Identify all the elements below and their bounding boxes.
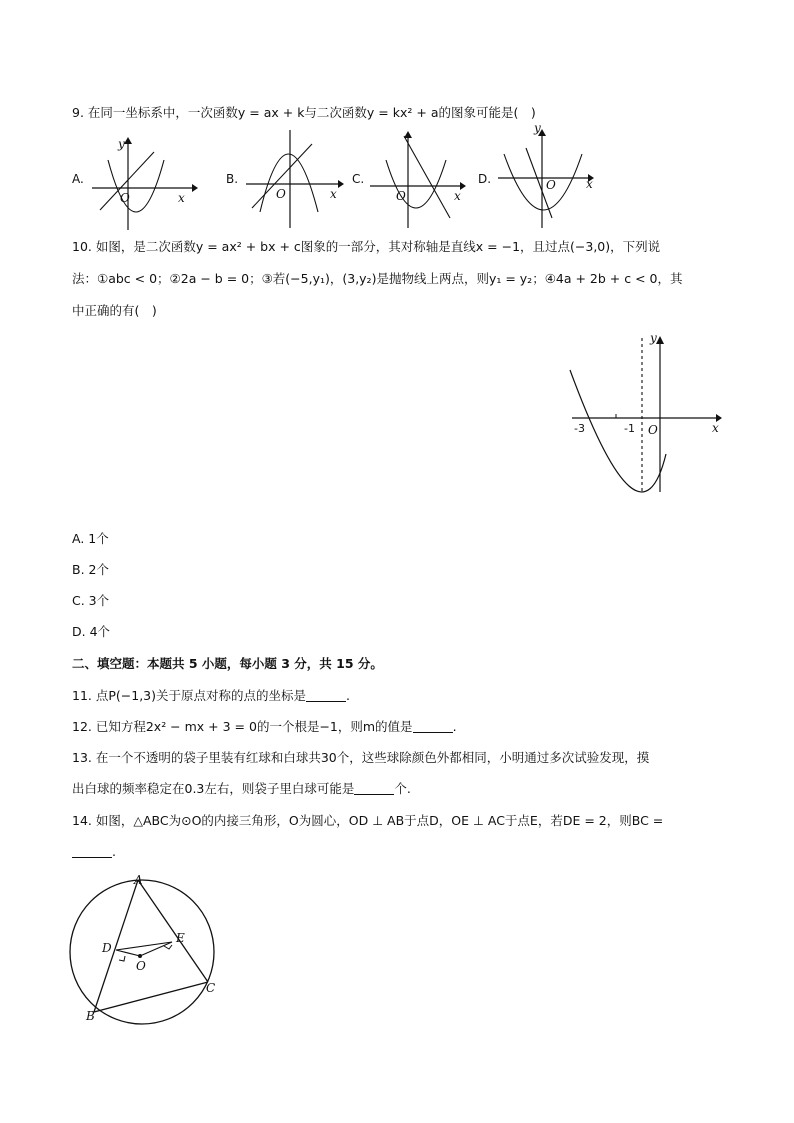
q13-end: 个. (394, 781, 411, 796)
q10-choice-c: C. 3个 (72, 593, 110, 608)
q10-stem-line3: 中正确的有( ) (72, 303, 157, 318)
q9-a-y-label: y (118, 137, 125, 151)
q13-text: 出白球的频率稳定在0.3左右，则袋子里白球可能是 (72, 781, 355, 796)
q11-answer-blank (306, 689, 346, 702)
q14-label-c: C (206, 981, 216, 995)
q9-a-x-label: x (178, 191, 185, 205)
q12-answer-blank (413, 720, 453, 733)
q9-b-origin-label: O (276, 187, 286, 201)
q10-stem-line1: 10. 如图，是二次函数y = ax² + bx + c图象的一部分，其对称轴是直线x = −1，且过点(−3,0)，下列说 (72, 239, 661, 254)
q9-d-origin-label: O (546, 178, 556, 192)
q14-label-d: D (102, 941, 112, 955)
q10-tick-minus1: -1 (624, 422, 635, 435)
q9-d-y-label: y (534, 121, 541, 135)
q14-label-e: E (176, 931, 185, 945)
q13-line2 (72, 780, 411, 798)
q14-circle-figure (66, 870, 226, 1030)
q9-c-x-label: x (454, 189, 461, 203)
q14-label-a: A (134, 873, 143, 887)
q9-stem: 9. 在同一坐标系中，一次函数y = ax + k与二次函数y = kx² + a的图象可能是( ) (72, 105, 536, 120)
q9-c-origin-label: O (396, 189, 406, 203)
q12 (72, 718, 457, 736)
q11 (72, 687, 350, 705)
q12-text: 12. 已知方程2x² − mx + 3 = 0的一个根是−1，则m的值是 (72, 719, 413, 734)
q9-option-c-label: C. (352, 172, 365, 186)
q14-line1: 14. 如图，△ABC为⊙O的内接三角形，O为圆心，OD ⊥ AB于点D，OE ⊥ AC于点E，若DE = 2，则BC = (72, 813, 664, 828)
q9-option-b-graph (244, 126, 354, 230)
q10-y-label: y (650, 331, 657, 345)
q9-a-origin-label: O (120, 191, 130, 205)
q11-text: 11. 点P(−1,3)关于原点对称的点的坐标是 (72, 688, 306, 703)
q10-choice-d: D. 4个 (72, 624, 111, 639)
q9-option-a-label: A. (72, 172, 84, 186)
q14-label-b: B (86, 1009, 95, 1023)
q10-stem-line2: 法：①abc < 0；②2a − b = 0；③若(−5,y₁)，(3,y₂)是抛物线上两点，则y₁ = y₂；④4a + 2b + c < 0，其 (72, 271, 683, 286)
q10-choice-b: B. 2个 (72, 562, 109, 577)
q10-origin-label: O (648, 423, 658, 437)
q13-line1: 13. 在一个不透明的袋子里装有红球和白球共30个，这些球除颜色外都相同，小明通过多次试验发现，摸 (72, 750, 650, 765)
q10-tick-minus3: -3 (574, 422, 585, 435)
q9-option-b-label: B. (226, 172, 239, 186)
q13-answer-blank (354, 782, 394, 795)
section-heading-fill-in: 二、填空题：本题共 5 小题，每小题 3 分，共 15 分。 (72, 656, 383, 671)
q9-option-d-label: D. (478, 172, 492, 186)
q14-line2 (72, 843, 116, 861)
q9-option-c-graph (368, 126, 478, 230)
q14-label-o: O (136, 959, 146, 973)
q10-x-label: x (712, 421, 719, 435)
q9-option-a-graph (88, 132, 198, 232)
q11-end: . (346, 688, 350, 703)
q12-end: . (452, 719, 457, 734)
q10-parabola-graph (560, 330, 730, 500)
q9-option-d-graph (496, 121, 606, 230)
q9-b-x-label: x (330, 187, 337, 201)
q9-d-x-label: x (586, 177, 593, 191)
q10-choice-a: A. 1个 (72, 531, 109, 546)
q14-answer-blank (72, 845, 112, 858)
q14-end: . (112, 844, 116, 859)
